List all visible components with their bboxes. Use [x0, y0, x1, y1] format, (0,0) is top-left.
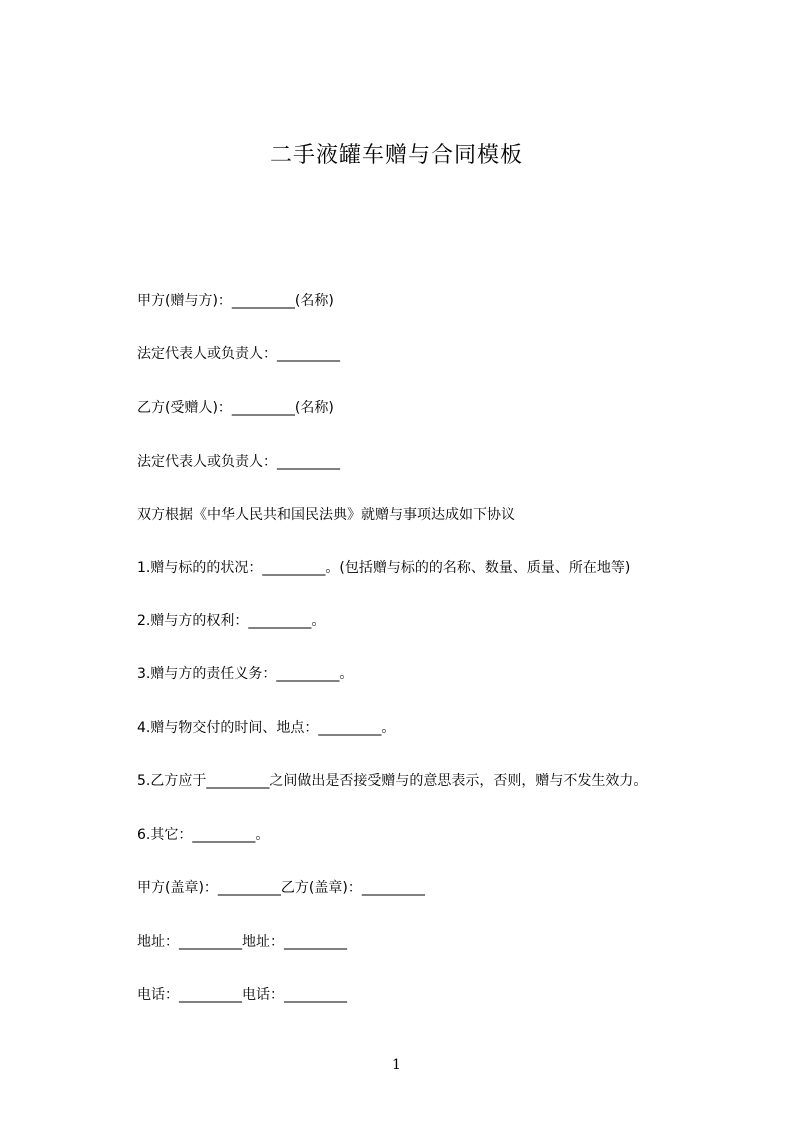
clause-3-line: 3.赠与方的责任义务：_________。	[137, 666, 354, 682]
clause-6-line: 6.其它：_________。	[137, 827, 270, 843]
clause-1-line: 1.赠与标的的状况：_________。(包括赠与标的的名称、数量、质量、所在地等)	[137, 560, 631, 576]
clause-5-line: 5.乙方应于_________之间做出是否接受赠与的意思表示，否则，赠与不发生效力。	[137, 773, 648, 789]
document-title: 二手液罐车赠与合同模板	[269, 143, 523, 168]
page-number: 1	[392, 1057, 401, 1073]
clause-4-line: 4.赠与物交付的时间、地点：_________。	[137, 720, 396, 736]
party-a-representative-line: 法定代表人或负责人：_________	[137, 346, 340, 362]
phone-line: 电话：_________电话：_________	[137, 987, 347, 1003]
agreement-intro-line: 双方根据《中华人民共和国民法典》就赠与事项达成如下协议	[137, 507, 515, 523]
party-b-line: 乙方(受赠人)：_________(名称)	[137, 400, 334, 416]
seal-line: 甲方(盖章)：_________乙方(盖章)：_________	[137, 880, 425, 896]
party-b-representative-line: 法定代表人或负责人：_________	[137, 454, 340, 470]
clause-2-line: 2.赠与方的权利：_________。	[137, 613, 326, 629]
party-a-line: 甲方(赠与方)：_________(名称)	[137, 293, 334, 309]
address-line: 地址：_________地址：_________	[137, 934, 347, 950]
